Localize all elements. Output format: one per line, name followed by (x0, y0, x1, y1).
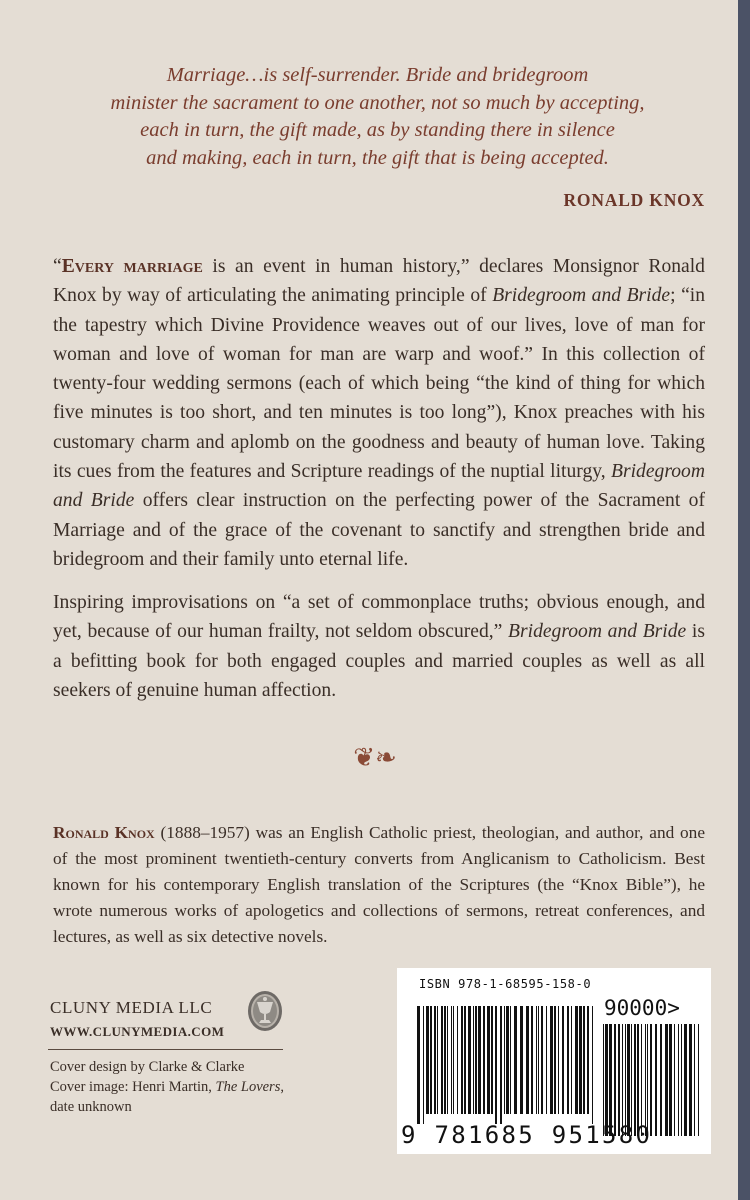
barcode-bar (500, 1006, 502, 1124)
para-text: Inspiring improvisations on “a set of commonplace truths; obvious enough, and yet, because of our human frailty, not seldom obscured,” (53, 592, 705, 643)
barcode-bar (461, 1006, 463, 1114)
barcode-bar (520, 1006, 523, 1114)
description-paragraph-2 (53, 588, 705, 705)
barcode-bar (510, 1006, 511, 1114)
author-name: Ronald Knox (53, 823, 155, 842)
barcode-bar (441, 1006, 443, 1114)
barcode-bar (627, 1024, 630, 1136)
publisher-name: CLUNY MEDIA LLC (50, 998, 213, 1017)
spine-edge (738, 0, 750, 1200)
description-paragraph-1 (53, 252, 705, 574)
barcode-bar (447, 1006, 448, 1114)
barcode-bar (655, 1024, 657, 1136)
fleuron-ornament-icon: ❦❧ (353, 743, 397, 772)
barcode-bar (603, 1024, 604, 1136)
barcode-bar (554, 1006, 556, 1114)
barcode-bar (417, 1006, 420, 1124)
design-credit: Cover design by Clarke & Clarke (50, 1059, 245, 1075)
barcode-bar (587, 1006, 589, 1114)
image-credit-suffix: , (280, 1079, 284, 1095)
lead-words: Every marriage (61, 256, 203, 277)
barcode-bar (583, 1006, 585, 1114)
barcode-bar (538, 1006, 539, 1114)
artwork-title: The Lovers (215, 1079, 281, 1095)
book-title: Bridegroom and Bride (53, 461, 705, 512)
barcode-bar (579, 1006, 582, 1114)
barcode-bar (575, 1006, 578, 1114)
book-title: Bridegroom and Bride (508, 621, 687, 643)
divider (48, 1049, 283, 1050)
barcode-bar (637, 1024, 639, 1136)
barcode-bar (625, 1024, 626, 1136)
author-bio (53, 820, 705, 950)
para-text: is an event in human history,” declares Monsignor Ronald Knox by way of articulating the animating principle of (53, 256, 705, 307)
barcode-bar (660, 1024, 662, 1136)
barcode-bar (678, 1024, 679, 1136)
barcode-bar (614, 1024, 616, 1136)
barcode-bar (541, 1006, 543, 1114)
barcode-bar (531, 1006, 533, 1114)
barcode-bar (562, 1006, 564, 1114)
para-text: offers clear instruction on the perfecting power of the Sacrament of Marriage and of the grace of the covenant to sanctify and strengthen bride and bridegroom and their family unto eternal life. (53, 490, 705, 570)
barcode-bar (694, 1024, 695, 1136)
open-quote: “ (53, 256, 62, 277)
barcode-bar (674, 1024, 675, 1136)
barcode-bar (430, 1006, 432, 1114)
epigraph-quote (50, 62, 705, 172)
barcode-bar (550, 1006, 553, 1114)
barcode-bar (681, 1024, 682, 1136)
para-text: ; “in the tapestry which Divine Providence weaves out of our lives, love of man for woman and love of woman for man are warp and woof.” In this collection of twenty-four wedding sermons (each of which being “the kind of thing for which five minutes is too short, and ten minutes is too long”), Knox preaches with his customary charm and aplomb on the goodness and beauty of human love. Taking its cues from the features and Scripture readings of the nuptial liturgy, (53, 285, 706, 483)
barcode-bar (426, 1006, 429, 1114)
barcode-bar (641, 1024, 642, 1136)
barcode-bar (423, 1006, 424, 1124)
barcode-bar (487, 1006, 490, 1114)
barcode-bar (444, 1006, 446, 1114)
image-credit-prefix: Cover image: Henri Martin, (50, 1079, 216, 1095)
barcode-bar (483, 1006, 485, 1114)
barcode-bar (478, 1006, 481, 1114)
barcode-bar (567, 1006, 569, 1114)
book-title: Bridegroom and Bride (492, 285, 671, 307)
barcode-bar (622, 1024, 623, 1136)
bio-text: (1888–1957) was an English Catholic priest, theologian, and author, and one of the most prominent twentieth-century converts from Anglicanism to Catholicism. Best known for his contemporary English translation of the Scriptures (the “Knox Bible”), he wrote numerous works of apologetics and collections of sermons, retreat conferences, and lectures, as well as six detective novels. (53, 823, 705, 946)
quote-line: each in turn, the gift made, as by standing there in silence (140, 119, 615, 141)
image-date: date unknown (50, 1099, 132, 1115)
barcode-bar (605, 1024, 608, 1136)
barcode-bar (665, 1024, 668, 1136)
barcode-bar (698, 1024, 699, 1136)
ean-barcode-bars (417, 1006, 595, 1124)
barcode-bar (650, 1024, 652, 1136)
barcode-bar (609, 1024, 612, 1136)
image-credit (50, 1077, 325, 1097)
isbn-barcode (397, 968, 711, 1154)
barcode-bar (669, 1024, 672, 1136)
barcode-bar (506, 1006, 509, 1114)
barcode-bar (457, 1006, 458, 1114)
barcode-bar (631, 1024, 632, 1136)
barcode-bar (689, 1024, 692, 1136)
barcode-bar (546, 1006, 547, 1114)
barcode-bar (647, 1024, 648, 1136)
quote-line: minister the sacrament to one another, not so much by accepting, (110, 91, 645, 114)
cover-credits (50, 1057, 325, 1117)
barcode-bar (464, 1006, 466, 1114)
barcode-bar (618, 1024, 620, 1136)
quote-author: RONALD KNOX (563, 190, 705, 210)
publisher-website: WWW.CLUNYMEDIA.COM (50, 1024, 225, 1039)
quote-line: and making, each in turn, the gift that is being accepted. (146, 146, 609, 169)
barcode-bar (684, 1024, 687, 1136)
barcode-bar (558, 1006, 559, 1114)
barcode-bar (451, 1006, 452, 1114)
quote-line: Marriage…is self-surrender. Bride and bridegroom (166, 64, 589, 86)
chalice-seal-icon (247, 990, 283, 1032)
ean-number: 9 781685 951580 (401, 1121, 653, 1149)
barcode-bar (475, 1006, 477, 1114)
barcode-bar (645, 1024, 646, 1136)
barcode-bar (491, 1006, 493, 1114)
isbn-label: ISBN 978-1-68595-158-0 (419, 977, 592, 991)
barcode-bar (437, 1006, 438, 1114)
barcode-bar (514, 1006, 517, 1114)
barcode-bar (468, 1006, 471, 1114)
barcode-bar (592, 1006, 593, 1124)
barcode-bar (453, 1006, 454, 1114)
para-text: is a befitting book for both engaged couples and married couples as well as all seekers of genuine human affection. (53, 621, 705, 701)
barcode-bar (526, 1006, 529, 1114)
barcode-bar (634, 1024, 636, 1136)
barcode-bar (473, 1006, 474, 1114)
barcode-bar (571, 1006, 572, 1114)
barcode-bar (434, 1006, 436, 1114)
barcode-bar (495, 1006, 497, 1124)
barcode-bar (536, 1006, 537, 1114)
barcode-bar (504, 1006, 505, 1114)
price-addon-label: 90000> (604, 996, 680, 1020)
